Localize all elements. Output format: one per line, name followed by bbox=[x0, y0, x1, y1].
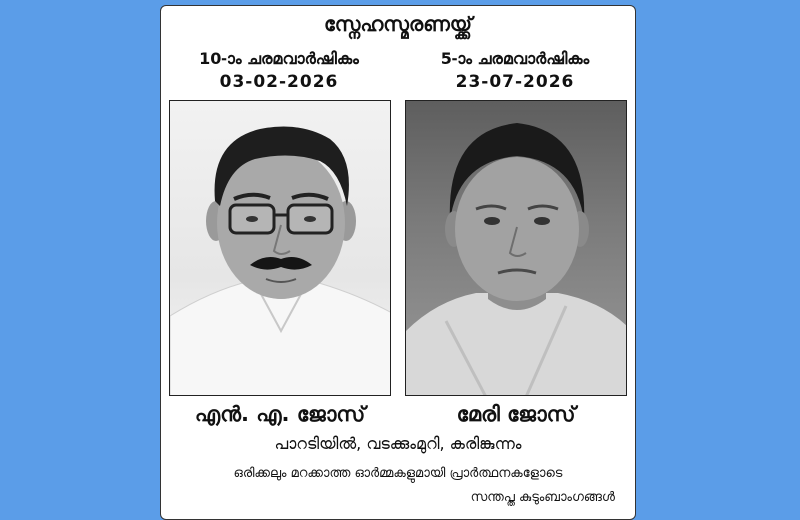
right-header bbox=[405, 48, 625, 94]
man-portrait-image bbox=[170, 101, 391, 396]
left-portrait bbox=[169, 100, 391, 396]
right-name: മേരി ജോസ് bbox=[456, 402, 576, 426]
right-portrait bbox=[405, 100, 627, 396]
right-date: 23-07-2026 bbox=[455, 72, 575, 92]
woman-portrait-image bbox=[406, 101, 627, 396]
left-date: 03-02-2026 bbox=[219, 72, 339, 92]
tribute-text: ഒരിക്കലും മറക്കാത്ത ഓർമ്മകളുമായി പ്രാർത്ഥനകളോടെ bbox=[233, 466, 563, 481]
memorial-card bbox=[160, 5, 636, 520]
right-anniversary: 5-ാം ചരമവാർഷികം bbox=[440, 49, 590, 68]
left-name: എൻ. എ. ജോസ് bbox=[194, 402, 366, 426]
left-anniversary: 10-ാം ചരമവാർഷികം bbox=[199, 49, 359, 68]
family-address: പാറടിയിൽ, വടക്കുംമുറി, കരിങ്കുന്നം bbox=[274, 434, 522, 453]
memorial-heading: സ്നേഹസ്മരണയ്ക്ക് bbox=[324, 12, 472, 36]
left-header bbox=[169, 48, 389, 94]
family-signoff: സന്തപ്ത കുടുംബാംഗങ്ങൾ bbox=[470, 490, 615, 505]
